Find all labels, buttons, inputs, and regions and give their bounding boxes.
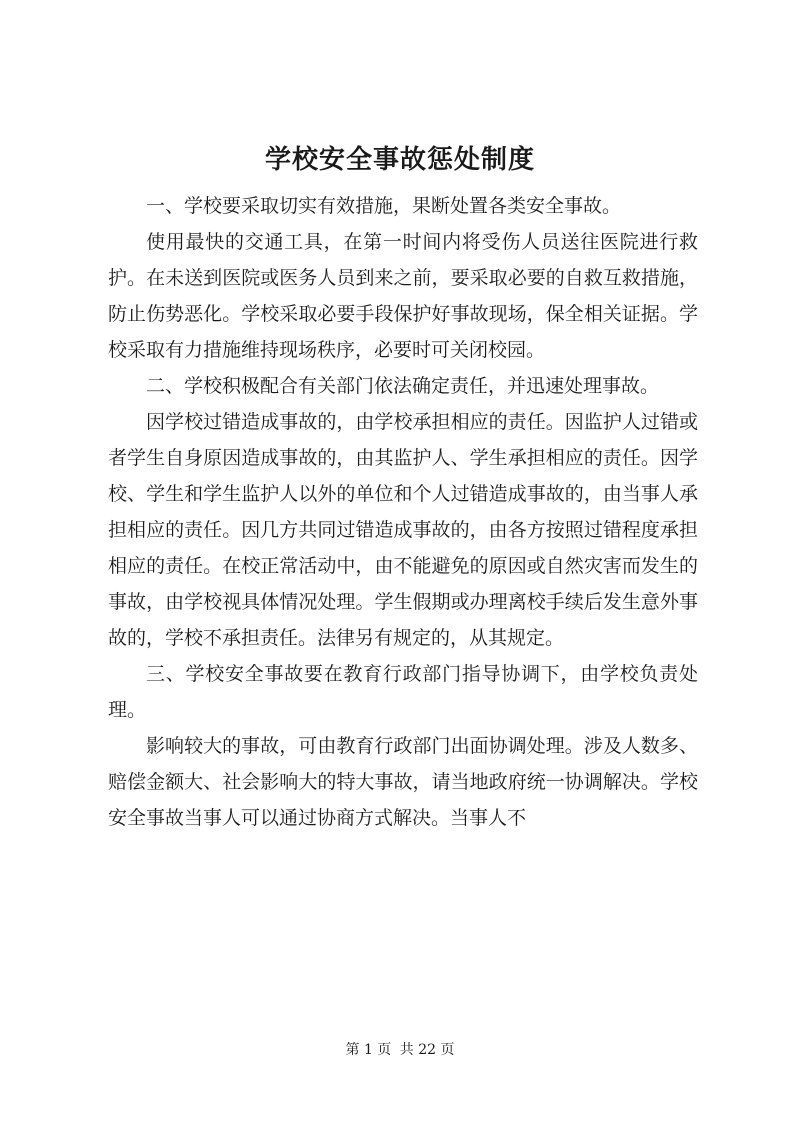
total-page-count: 共 22 页 [399, 1042, 455, 1058]
paragraph-section-1-heading: 一、学校要采取切实有效措施，果断处置各类安全事故。 [146, 195, 622, 217]
paragraph-section-3-body: 影响较大的事故，可由教育行政部门出面协调处理。涉及人数多、赔偿金额大、社会影响大的特大事故，请当地政府统一协调解决。学校安全事故当事人可以通过协商方式解决。当事人不 [108, 735, 698, 829]
current-page-number: 第 1 页 [345, 1042, 392, 1058]
paragraph-section-2-body: 因学校过错造成事故的，由学校承担相应的责任。因监护人过错或者学生自身原因造成事故的，由其监护人、学生承担相应的责任。因学校、学生和学生监护人以外的单位和个人过错造成事故的，由当事人承担相应的责任。因几方共同过错造成事故的，由各方按照过错程度承担相应的责任。在校正常活动中，由不能避免的原因或自然灾害而发生的事故，由学校视具体情况处理。学生假期或办理离校手续后发生意外事故的，学校不承担责任。法律另有规定的，从其规定。 [108, 411, 698, 649]
page-footer [0, 1040, 800, 1060]
paragraph-section-3-heading: 三、学校安全事故要在教育行政部门指导协调下，由学校负责处理。 [108, 663, 698, 721]
paragraph-section-1-body: 使用最快的交通工具，在第一时间内将受伤人员送往医院进行救护。在未送到医院或医务人员到来之前，要采取必要的自救互救措施，防止伤势恶化。学校采取必要手段保护好事故现场，保全相关证据。学校采取有力措施维持现场秩序，必要时可关闭校园。 [108, 231, 698, 361]
document-title: 学校安全事故惩处制度 [264, 145, 535, 175]
document-body [108, 188, 698, 836]
paragraph-section-2-heading: 二、学校积极配合有关部门依法确定责任，并迅速处理事故。 [146, 375, 660, 397]
